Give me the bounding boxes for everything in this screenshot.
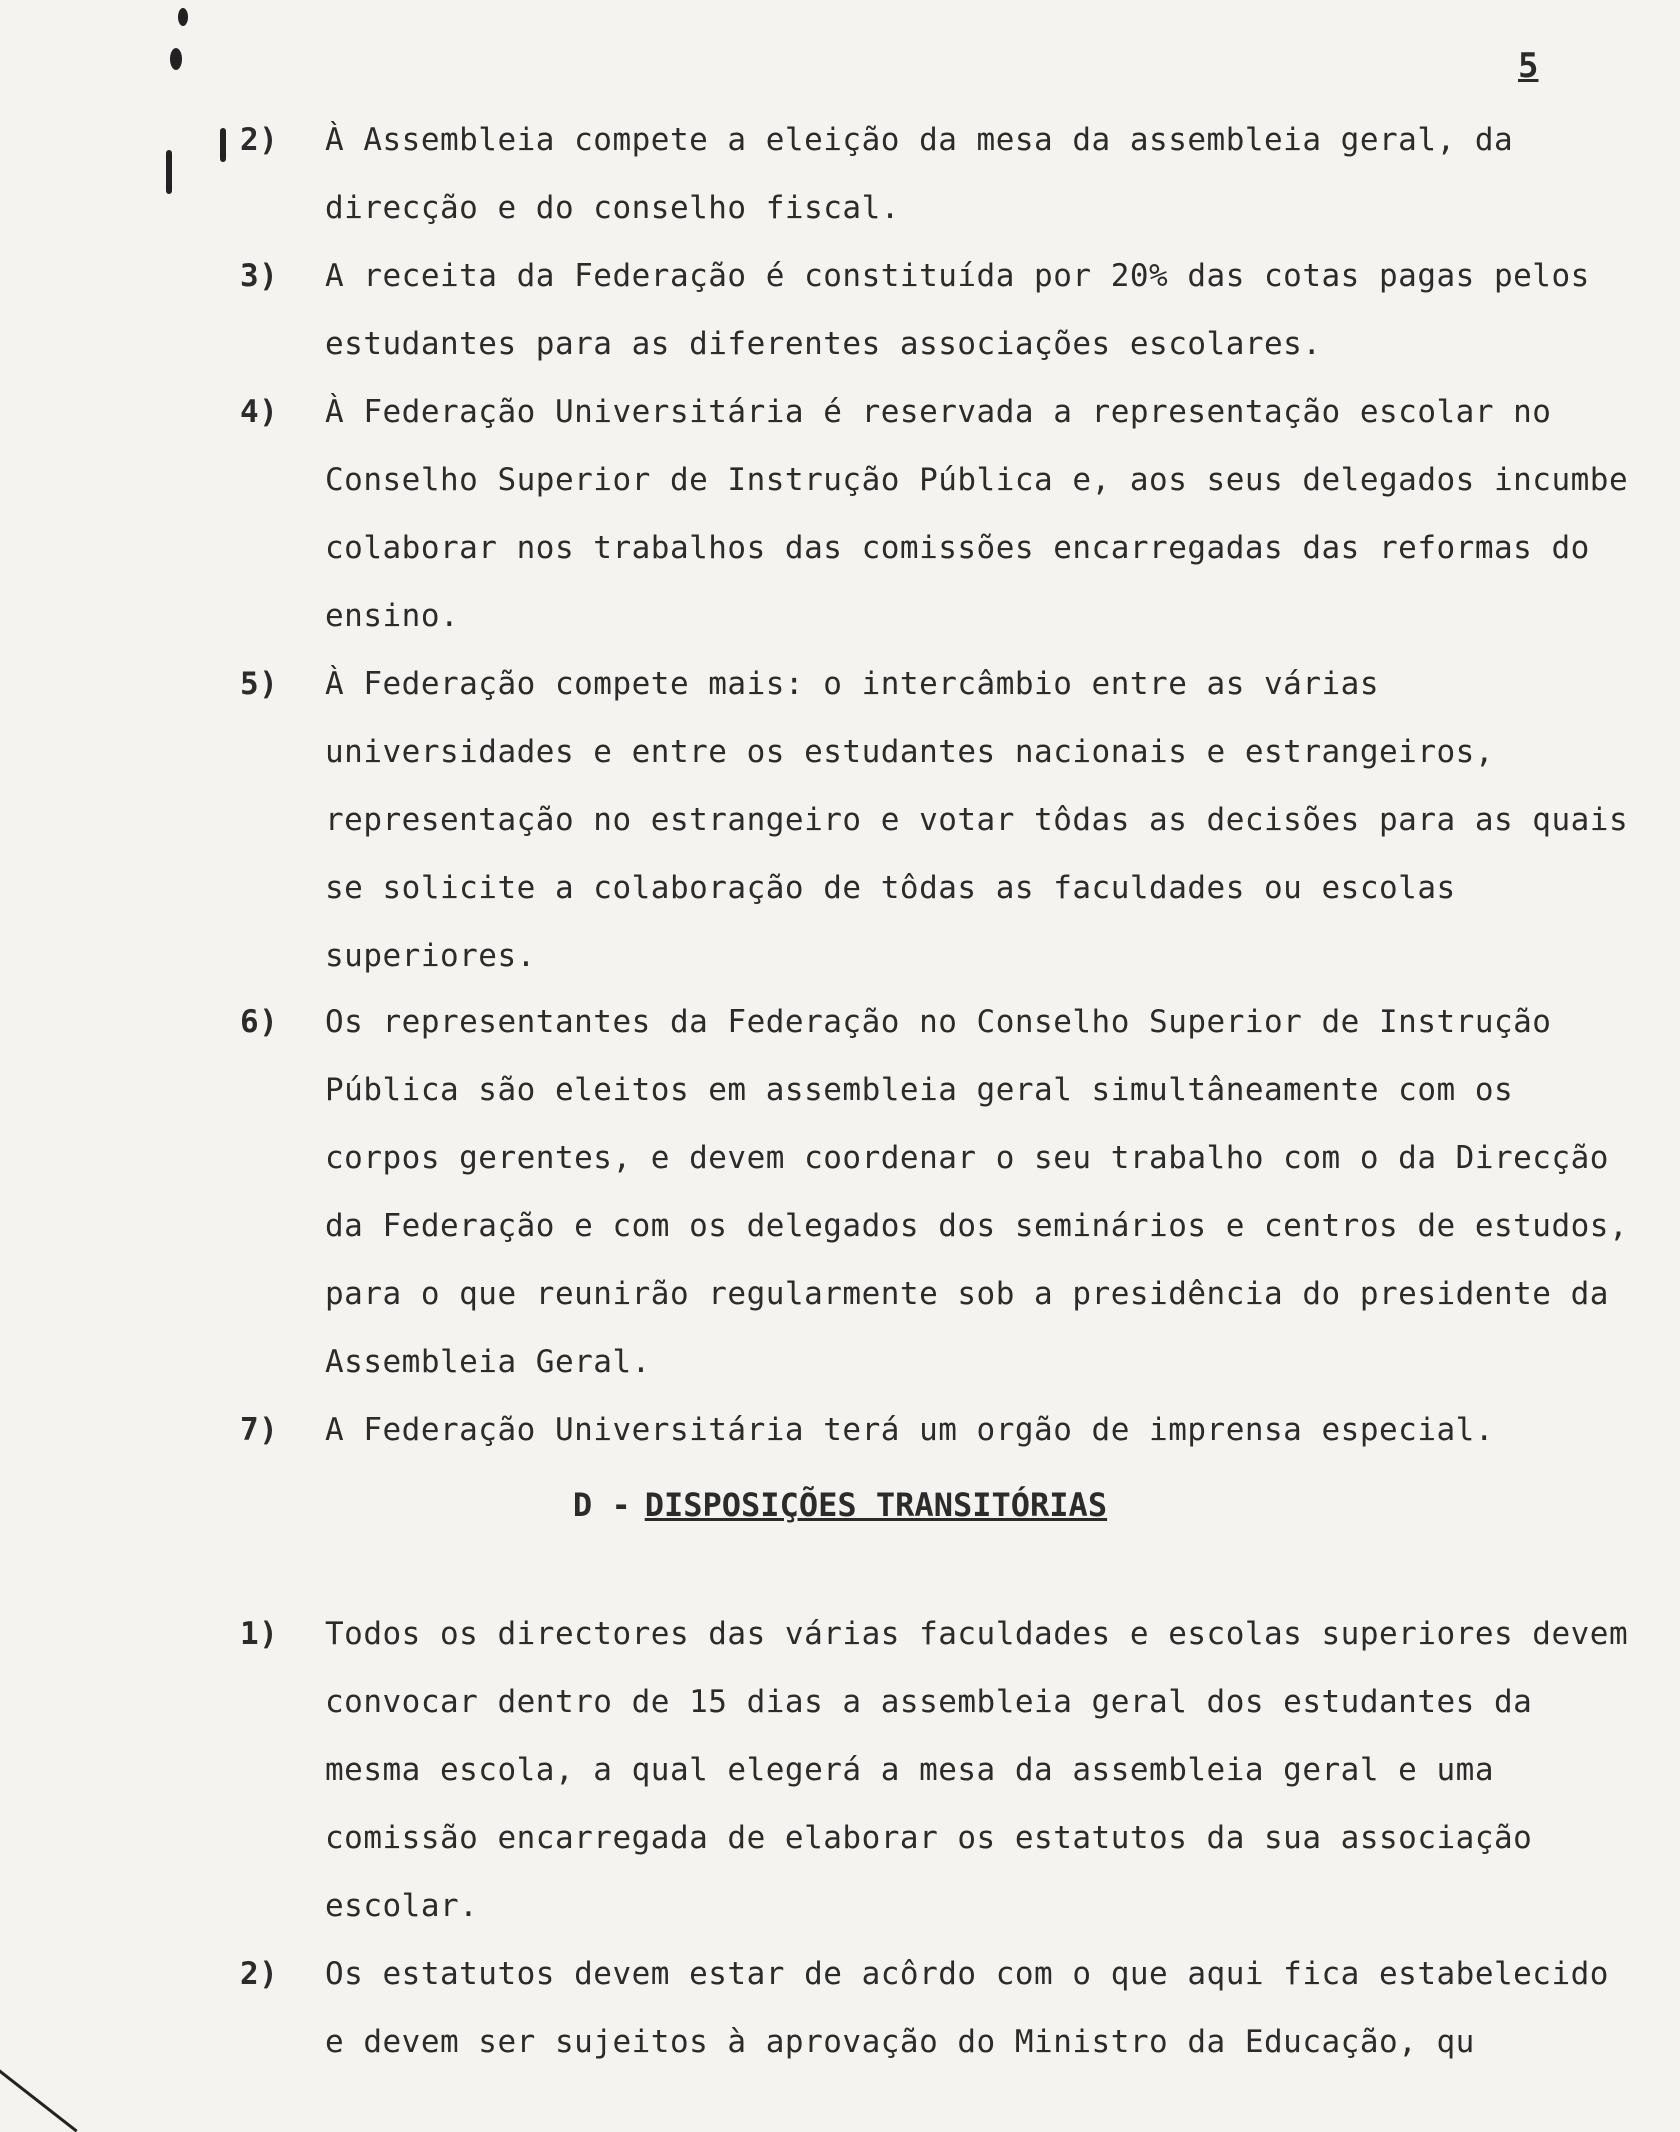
list-item — [240, 106, 1630, 242]
list-item — [240, 650, 1630, 990]
item-text: A Federação Universitária terá um orgão de imprensa especial. — [325, 1412, 1494, 1448]
item-text: À Assembleia compete a eleição da mesa da assembleia geral, da direcção e do conselho fiscal. — [325, 122, 1514, 226]
list-item — [240, 242, 1630, 378]
ink-mark — [170, 48, 182, 70]
section-title: DISPOSIÇÕES TRANSITÓRIAS — [644, 1486, 1108, 1524]
item-text: Os estatutos devem estar de acôrdo com o que aqui fica estabelecido e devem ser sujeitos à aprovação do Ministro da Educação, qu — [325, 1956, 1609, 2060]
item-number: 6) — [240, 1004, 279, 1040]
margin-line — [0, 2062, 78, 2132]
item-number: 2) — [240, 122, 279, 158]
list-item — [240, 378, 1630, 650]
ink-mark — [178, 8, 188, 26]
item-text: A receita da Federação é constituída por 20% das cotas pagas pelos estudantes para as diferentes associações escolares. — [325, 258, 1590, 362]
list-item — [240, 988, 1630, 1396]
item-number: 3) — [240, 258, 279, 294]
item-number: 5) — [240, 666, 279, 702]
ink-mark — [220, 128, 226, 162]
item-text: À Federação compete mais: o intercâmbio entre as várias universidades e entre os estudantes nacionais e estrangeiros, representação no estrangeiro e votar tôdas as decisões para as quais se solicite a colaboração de tôdas as faculdades ou escolas superiores. — [325, 666, 1629, 974]
item-text: À Federação Universitária é reservada a representação escolar no Conselho Superior de Instrução Pública e, aos seus delegados incumbe colaborar nos trabalhos das comissões encarregadas das reformas do ensino. — [325, 394, 1629, 634]
item-text: Os representantes da Federação no Conselho Superior de Instrução Pública são eleitos em assembleia geral simultâneamente com os corpos gerentes, e devem coordenar o seu trabalho com o da Direcção da Federação e com os delegados dos seminários e centros de estudos, para o que reunirão regularmente sob a presidência do presidente da Assembleia Geral. — [325, 1004, 1629, 1380]
item-number: 1) — [240, 1616, 279, 1652]
item-number: 2) — [240, 1956, 279, 1992]
list-item — [240, 1600, 1630, 1940]
list-item — [240, 1396, 1630, 1464]
item-number: 4) — [240, 394, 279, 430]
list-item — [240, 1940, 1630, 2076]
item-number: 7) — [240, 1412, 279, 1448]
section-heading — [0, 1486, 1680, 1524]
ink-mark — [166, 150, 172, 194]
page-number: 5 — [1518, 46, 1539, 86]
section-prefix: D - — [572, 1486, 631, 1524]
item-text: Todos os directores das várias faculdades e escolas superiores devem convocar dentro de 15 dias a assembleia geral dos estudantes da mesma escola, a qual elegerá a mesa da assembleia geral e uma comissão encarregada de elaborar os estatutos da sua associação escolar. — [325, 1616, 1629, 1924]
